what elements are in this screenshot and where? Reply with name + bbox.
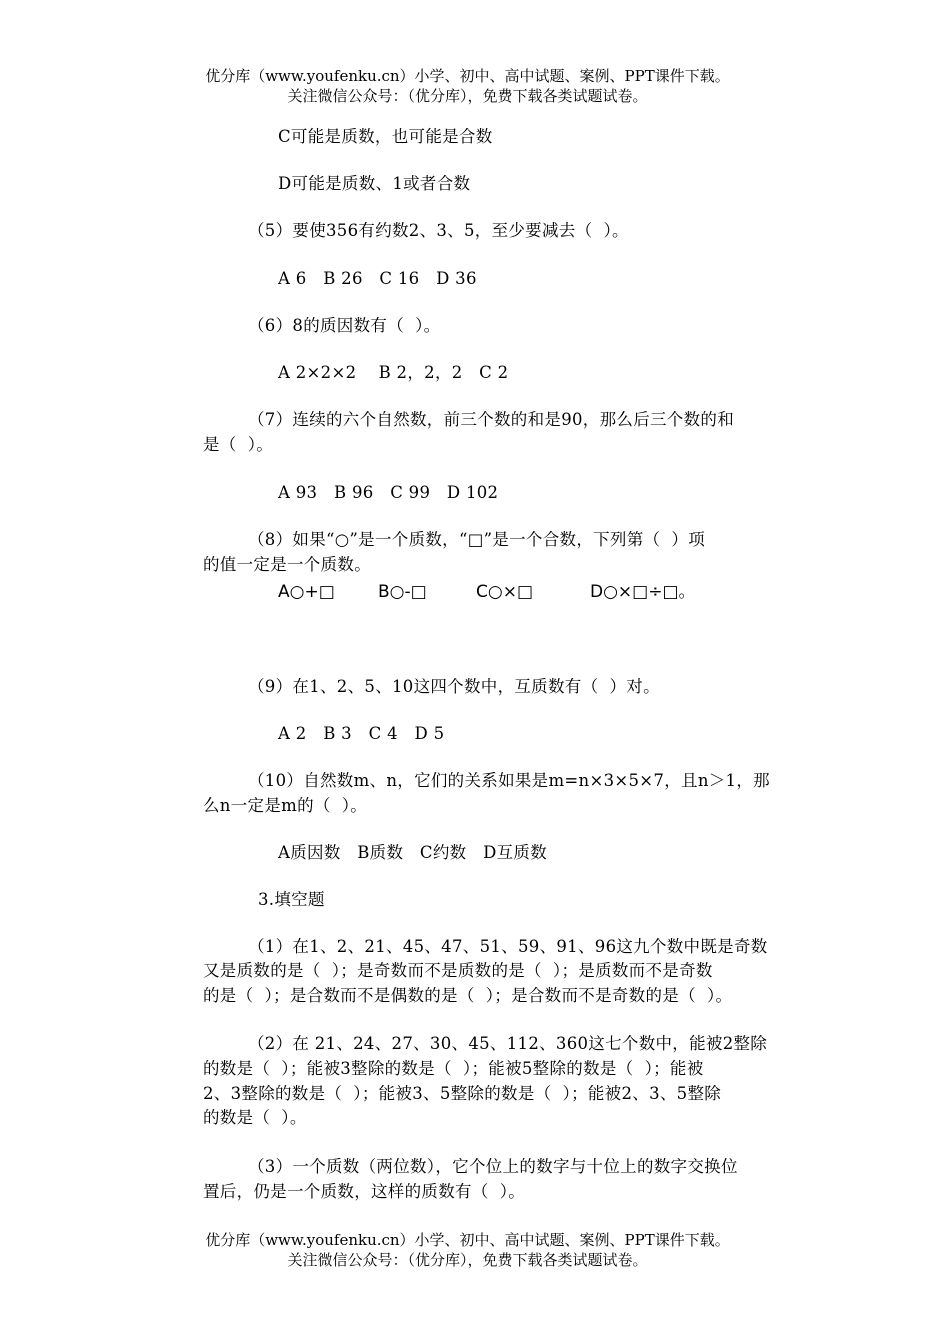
section-3-title: 3.填空题 (258, 890, 325, 909)
f1-line-1: （1）在1、2、21、45、47、51、59、91、96这九个数中既是奇数 (248, 937, 768, 956)
q7-stem-line-1: （7）连续的六个自然数，前三个数的和是90，那么后三个数的和 (248, 410, 734, 429)
q10-stem-line-1: （10）自然数m、n，它们的关系如果是m=n×3×5×7，且n＞1，那 (248, 771, 770, 790)
f2-line-2: 的数是（ ）；能被3整除的数是（ ）；能被5整除的数是（ ）；能被 (203, 1059, 704, 1078)
header-line-1: 优分库（www.youfenku.cn）小学、初中、高中试题、案例、PPT课件下载。 (205, 67, 730, 85)
f3-line-1: （3）一个质数（两位数），它个位上的数字与十位上的数字交换位 (248, 1157, 738, 1176)
page-footer (0, 1230, 950, 1270)
q5-options: A 6 B 26 C 16 D 36 (278, 269, 477, 288)
q7-stem-line-2: 是（ ）。 (203, 435, 274, 454)
q5-stem: （5）要使356有约数2、3、5，至少要减去（ ）。 (248, 221, 629, 240)
q8-stem-line-1: （8）如果“○”是一个质数，“□”是一个合数，下列第（ ）项 (248, 530, 706, 549)
page-header (0, 66, 950, 106)
f3-line-2: 置后，仍是一个质数，这样的质数有（ ）。 (203, 1182, 526, 1201)
f2-line-4: 的数是（ ）。 (203, 1108, 307, 1127)
q10-stem-line-2: 么n一定是m的（ ）。 (203, 796, 368, 815)
q10-options: A质因数 B质数 C约数 D互质数 (278, 843, 547, 862)
q4-option-d: D可能是质数、1或者合数 (278, 174, 471, 193)
f1-line-2: 又是质数的是（ ）；是奇数而不是质数的是（ ）；是质数而不是奇数 (203, 961, 713, 980)
q9-options: A 2 B 3 C 4 D 5 (278, 724, 445, 743)
f2-line-1: （2）在 21、24、27、30、45、112、360这七个数中，能被2整除 (248, 1034, 768, 1053)
f1-line-3: 的是（ ）；是合数而不是偶数的是（ ）；是合数而不是奇数的是（ ）。 (203, 986, 733, 1005)
q6-options: A 2×2×2 B 2，2，2 C 2 (278, 363, 509, 382)
q8-option-b: B○-□ (378, 582, 427, 602)
f2-line-3: 2、3整除的数是（ ）；能被3、5整除的数是（ ）；能被2、3、5整除 (203, 1084, 722, 1103)
q8-option-d: D○×□÷□。 (590, 582, 696, 602)
q8-option-c: C○×□ (476, 582, 534, 602)
q8-option-a: A○+□ (278, 582, 335, 602)
footer-line-2: 关注微信公众号：（优分库），免费下载各类试题试卷。 (287, 1251, 648, 1269)
q7-options: A 93 B 96 C 99 D 102 (278, 483, 499, 502)
footer-line-1: 优分库（www.youfenku.cn）小学、初中、高中试题、案例、PPT课件下载。 (205, 1231, 730, 1249)
q9-stem: （9）在1、2、5、10这四个数中，互质数有（ ）对。 (248, 677, 660, 696)
q6-stem: （6）8的质因数有（ ）。 (248, 316, 441, 335)
q4-option-c: C可能是质数，也可能是合数 (278, 127, 493, 146)
q8-stem-line-2: 的值一定是一个质数。 (203, 555, 371, 574)
header-line-2: 关注微信公众号：（优分库），免费下载各类试题试卷。 (287, 87, 648, 105)
